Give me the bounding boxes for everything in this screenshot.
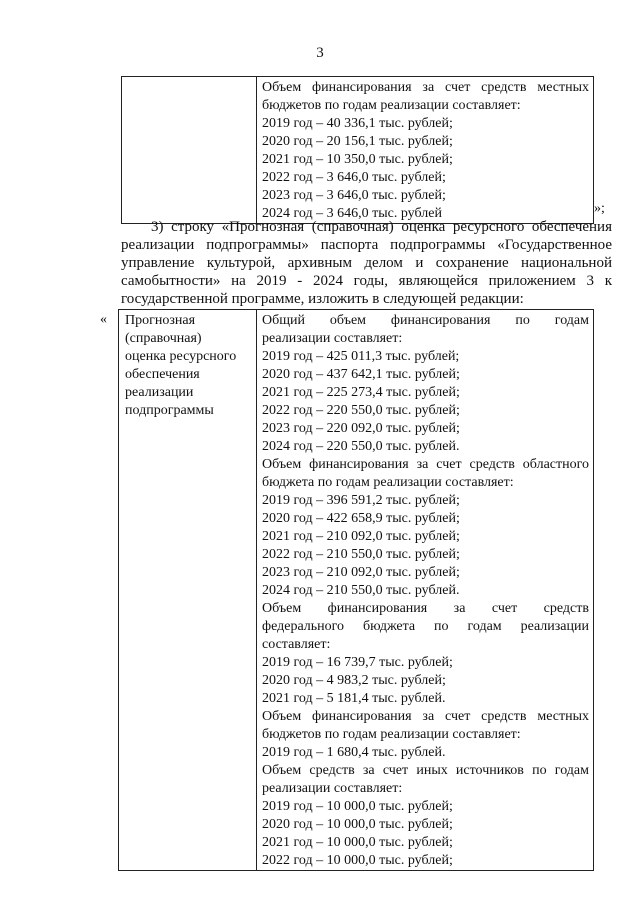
table2-right-line: 2024 год – 210 550,0 тыс. рублей. bbox=[262, 583, 460, 598]
closing-quote: »; bbox=[594, 201, 605, 216]
table2-left-line: реализации bbox=[125, 385, 194, 400]
table2-right-line: бюджетов по годам реализации составляет: bbox=[262, 727, 521, 742]
paragraph-line: реализации подпрограммы» паспорта подпрограммы «Государственное bbox=[121, 237, 612, 253]
table2-right-line: 2024 год – 220 550,0 тыс. рублей. bbox=[262, 439, 460, 454]
opening-quote: « bbox=[100, 312, 107, 327]
table2-right-line: 2019 год – 10 000,0 тыс. рублей; bbox=[262, 799, 453, 814]
table2-right-line: 2020 год – 10 000,0 тыс. рублей; bbox=[262, 817, 453, 832]
table2-right-line: Объем финансирования за счет средств местных bbox=[262, 709, 589, 724]
table2-right-line: 2022 год – 210 550,0 тыс. рублей; bbox=[262, 547, 460, 562]
table2-right-line: Объем финансирования за счет средств bbox=[262, 601, 589, 616]
table2-right-line: бюджета по годам реализации составляет: bbox=[262, 475, 514, 490]
table2-right-line: 2020 год – 4 983,2 тыс. рублей; bbox=[262, 673, 446, 688]
table2-right-line: 2023 год – 210 092,0 тыс. рублей; bbox=[262, 565, 460, 580]
table2-right-line: 2019 год – 1 680,4 тыс. рублей. bbox=[262, 745, 446, 760]
table1-line: 2022 год – 3 646,0 тыс. рублей; bbox=[262, 170, 446, 185]
table2-right-line: 2022 год – 10 000,0 тыс. рублей; bbox=[262, 853, 453, 868]
table1-line: 2019 год – 40 336,1 тыс. рублей; bbox=[262, 116, 453, 131]
paragraph-line: государственной программе, изложить в следующей редакции: bbox=[121, 291, 524, 307]
table1-line: 2021 год – 10 350,0 тыс. рублей; bbox=[262, 152, 453, 167]
table2-right-line: реализации составляет: bbox=[262, 781, 403, 796]
paragraph-line: управление культурой, архивным делом и сохранение национальной bbox=[121, 255, 612, 271]
table2-right-line: реализации составляет: bbox=[262, 331, 403, 346]
table2-right-line: 2019 год – 425 011,3 тыс. рублей; bbox=[262, 349, 460, 364]
table2-right-line: 2019 год – 16 739,7 тыс. рублей; bbox=[262, 655, 453, 670]
table2-right-line: 2020 год – 422 658,9 тыс. рублей; bbox=[262, 511, 460, 526]
table2-right-line: 2023 год – 220 092,0 тыс. рублей; bbox=[262, 421, 460, 436]
table1-line: 2023 год – 3 646,0 тыс. рублей; bbox=[262, 188, 446, 203]
table2-right-line: 2019 год – 396 591,2 тыс. рублей; bbox=[262, 493, 460, 508]
table2-right-line: Объем средств за счет иных источников по годам bbox=[262, 763, 589, 778]
table1-line: бюджетов по годам реализации составляет: bbox=[262, 98, 521, 113]
table1-left-cell bbox=[122, 77, 257, 224]
instruction-paragraph bbox=[121, 218, 612, 308]
table2-left-line: Прогнозная bbox=[125, 313, 196, 328]
table2-left-line: обеспечения bbox=[125, 367, 200, 382]
funding-table-new bbox=[118, 309, 594, 871]
table2-right-line: 2021 год – 10 000,0 тыс. рублей; bbox=[262, 835, 453, 850]
table1-line: 2020 год – 20 156,1 тыс. рублей; bbox=[262, 134, 453, 149]
table2-left-cell bbox=[119, 310, 257, 871]
table2-right-line: Общий объем финансирования по годам bbox=[262, 313, 589, 328]
paragraph-line: 3) строку «Прогнозная (справочная) оценка ресурсного обеспечения bbox=[151, 219, 612, 235]
table1-line: 2024 год – 3 646,0 тыс. рублей bbox=[262, 206, 442, 221]
table2-right-line: федерального бюджета по годам реализации bbox=[262, 619, 589, 634]
table2-left-line: подпрограммы bbox=[125, 403, 214, 418]
paragraph-line: самобытности» на 2019 - 2024 годы, являющейся приложением 3 к bbox=[121, 273, 612, 289]
table2-right-line: Объем финансирования за счет средств областного bbox=[262, 457, 589, 472]
page-number: 3 bbox=[316, 45, 324, 61]
table2-right-line: 2020 год – 437 642,1 тыс. рублей; bbox=[262, 367, 460, 382]
table2-right-line: 2021 год – 225 273,4 тыс. рублей; bbox=[262, 385, 460, 400]
table2-left-line: (справочная) bbox=[125, 331, 202, 346]
table2-right-line: 2021 год – 5 181,4 тыс. рублей. bbox=[262, 691, 446, 706]
table2-left-line: оценка ресурсного bbox=[125, 349, 237, 364]
table2-right-line: составляет: bbox=[262, 637, 331, 652]
table1-right-cell bbox=[257, 77, 594, 224]
table2-right-line: 2021 год – 210 092,0 тыс. рублей; bbox=[262, 529, 460, 544]
funding-table-continuation bbox=[121, 76, 594, 224]
table2-right-line: 2022 год – 220 550,0 тыс. рублей; bbox=[262, 403, 460, 418]
table2-right-cell bbox=[257, 310, 594, 871]
table1-line: Объем финансирования за счет средств местных bbox=[262, 80, 589, 95]
